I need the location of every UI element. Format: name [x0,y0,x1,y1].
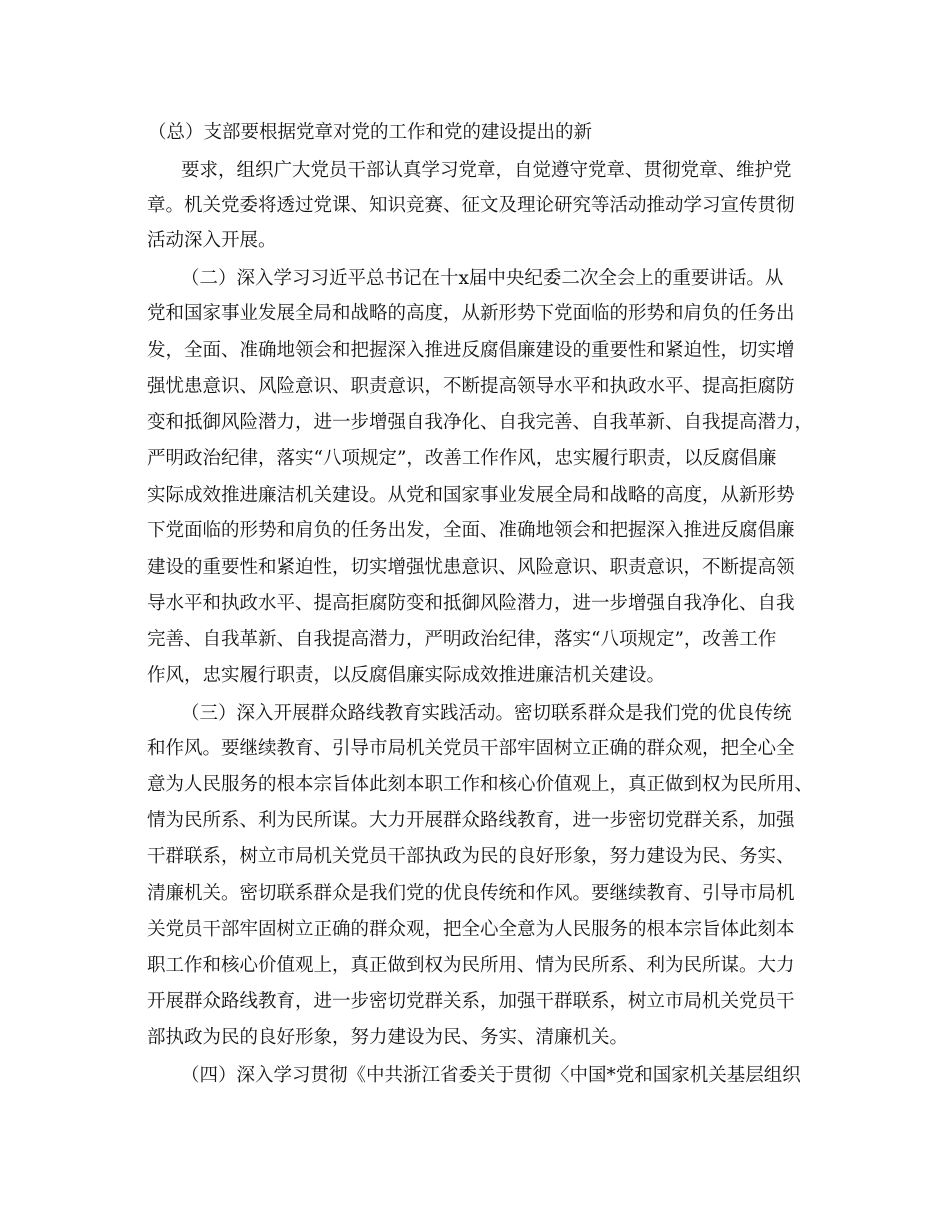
text-line: 章。机关党委将透过党课、知识竞赛、征文及理论研究等活动推动学习宣传贯彻 [147,195,795,216]
text-line: （总）支部要根据党章对党的工作和党的建设提出的新 [148,122,593,143]
text-line: 实际成效推进廉洁机关建设。从党和国家事业发展全局和战略的高度，从新形势 [147,485,795,506]
text-line: 干群联系，树立市局机关党员干部执政为民的良好形象，努力建设为民、务实、 [147,846,795,867]
text-line: 导水平和执政水平、提高拒腐防变和抵御风险潜力，进一步增强自我净化、自我 [147,593,795,614]
text-line: 完善、自我革新、自我提高潜力，严明政治纪律，落实“八项规定”，改善工作 [147,629,777,650]
text-line: 职工作和核心价值观上，真正做到权为民所用、情为民所系、利为民所谋。大力 [147,955,795,976]
text-line: 活动深入开展。 [147,230,277,251]
text-line: 变和抵御风险潜力，进一步增强自我净化、自我完善、自我革新、自我提高潜力， [147,412,814,433]
text-line: 下党面临的形势和肩负的任务出发，全面、准确地领会和把握深入推进反腐倡廉 [147,520,795,541]
text-line: 党和国家事业发展全局和战略的高度，从新形势下党面临的形势和肩负的任务出 [147,303,795,324]
text-line: 清廉机关。密切联系群众是我们党的优良传统和作风。要继续教育、引导市局机 [147,883,795,904]
text-line: （四）深入学习贯彻《中共浙江省委关于贯彻〈中国*党和国家机关基层组织 [181,1065,801,1086]
text-line: （二）深入学习习近平总书记在十x届中央纪委二次全会上的重要讲话。从 [181,268,784,289]
text-line: 要求，组织广大党员干部认真学习党章，自觉遵守党章、贯彻党章、维护党 [181,160,792,181]
text-line: 部执政为民的良好形象，努力建设为民、务实、清廉机关。 [147,1027,629,1048]
text-line: 关党员干部牢固树立正确的群众观，把全心全意为人民服务的根本宗旨体此刻本 [147,919,795,940]
text-line: 建设的重要性和紧迫性，切实增强忧患意识、风险意识、职责意识，不断提高领 [147,557,795,578]
text-line: 和作风。要继续教育、引导市局机关党员干部牢固树立正确的群众观，把全心全 [147,738,795,759]
text-line: 严明政治纪律，落实“八项规定”，改善工作作风，忠实履行职责，以反腐倡廉 [147,448,777,469]
text-line: 强忧患意识、风险意识、职责意识，不断提高领导水平和执政水平、提高拒腐防 [147,376,795,397]
text-line: （三）深入开展群众路线教育实践活动。密切联系群众是我们党的优良传统 [181,703,792,724]
text-line: 开展群众路线教育，进一步密切党群关系，加强干群联系，树立市局机关党员干 [147,991,795,1012]
text-line: 情为民所系、利为民所谋。大力开展群众路线教育，进一步密切党群关系，加强 [147,810,795,831]
text-line: 意为人民服务的根本宗旨体此刻本职工作和核心价值观上，真正做到权为民所用、 [147,774,814,795]
text-line: 发，全面、准确地领会和把握深入推进反腐倡廉建设的重要性和紧迫性，切实增 [147,340,795,361]
text-line: 作风，忠实履行职责，以反腐倡廉实际成效推进廉洁机关建设。 [147,665,666,686]
